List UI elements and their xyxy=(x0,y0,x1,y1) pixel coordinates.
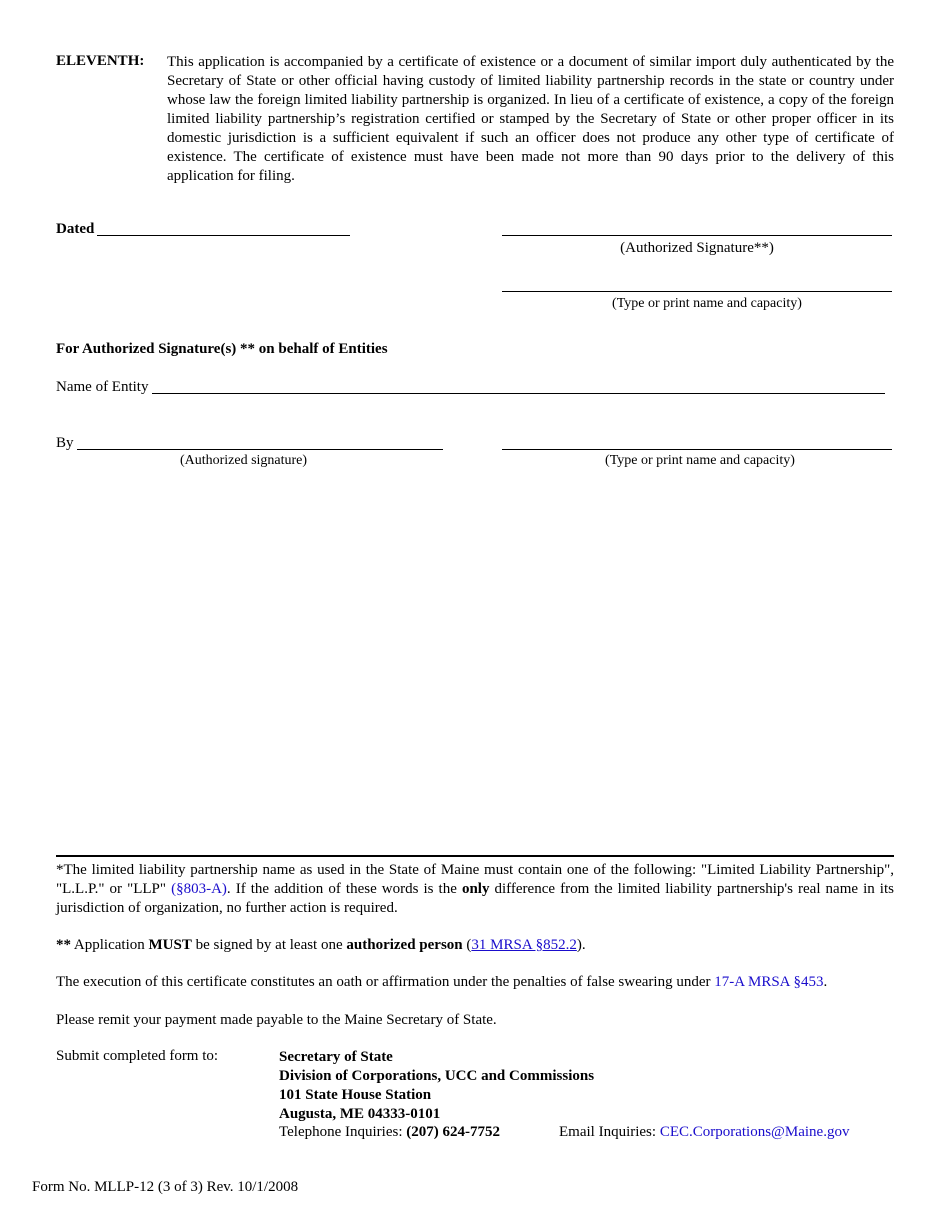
type-print-name-line[interactable] xyxy=(502,291,892,292)
oath-end: . xyxy=(823,974,828,990)
footnote2-part2: be signed by at least one xyxy=(191,937,347,953)
authorized-signature-caption: (Authorized Signature**) xyxy=(620,240,774,256)
by-label: By xyxy=(56,435,74,451)
by-type-print-caption: (Type or print name and capacity) xyxy=(605,453,795,468)
address-line3: 101 State House Station xyxy=(279,1087,432,1103)
telephone-inquiries xyxy=(279,1124,500,1141)
oath-part1: The execution of this certificate constitutes an oath or affirmation under the penalties of false swearing under xyxy=(56,974,715,990)
type-print-name-caption: (Type or print name and capacity) xyxy=(612,296,802,311)
remit-text: Please remit your payment made payable to the Maine Secretary of State. xyxy=(56,1012,497,1028)
footnote2-part1: Application xyxy=(71,937,149,953)
name-of-entity-field[interactable] xyxy=(152,393,885,394)
eleventh-text: This application is accompanied by a certificate of existence or a document of similar import duly authenticated by the Secretary of State or other official having custody of limited liability partnership records in the state or country under whose law the foreign limited liability partnership is organized. In lieu of a certificate of existence, a copy of the foreign limited liability partnership’s registration certified or stamped by the Secretary of State or other proper officer in its domestic jurisdiction is a sufficient equivalent if such an officer does not produce any other type of certificate of existence. The certificate of existence must have been made not more than 90 days prior to the delivery of this application for filing. xyxy=(167,54,894,184)
submit-address xyxy=(279,1048,594,1124)
email-inquiries xyxy=(559,1124,849,1141)
link-31-mrsa[interactable]: 31 MRSA §852.2 xyxy=(471,937,577,953)
address-line4: Augusta, ME 04333-0101 xyxy=(279,1106,441,1122)
authorized-signature-line[interactable] xyxy=(502,235,892,236)
dated-label: Dated xyxy=(56,221,95,237)
footnote2-stars: ** xyxy=(56,937,71,953)
by-type-print-line[interactable] xyxy=(502,449,892,450)
by-signature-line[interactable] xyxy=(77,449,443,450)
entities-heading: For Authorized Signature(s) ** on behalf of Entities xyxy=(56,341,388,357)
eleventh-label: ELEVENTH: xyxy=(56,53,145,69)
footnote-divider xyxy=(56,855,894,857)
footnote1-part2: . If the addition of these words is the xyxy=(226,881,462,897)
phone-number: (207) 624-7752 xyxy=(406,1124,500,1140)
by-authorized-caption: (Authorized signature) xyxy=(179,453,308,468)
address-line1: Secretary of State xyxy=(279,1049,393,1065)
footnote-name-requirement xyxy=(56,861,894,918)
footnote2-person: authorized person xyxy=(346,937,463,953)
submit-label: Submit completed form to: xyxy=(56,1048,219,1064)
footnote-authorized-person xyxy=(56,936,894,955)
oath-text xyxy=(56,973,894,992)
name-of-entity-label: Name of Entity xyxy=(56,379,149,395)
email-link[interactable]: CEC.Corporations@Maine.gov xyxy=(659,1124,850,1140)
address-line2: Division of Corporations, UCC and Commissions xyxy=(279,1068,595,1084)
footnote1-part3: difference from the limited liability partnership's real name in its jurisdiction of organization, no further action is required. xyxy=(56,881,894,916)
dated-field[interactable] xyxy=(97,235,350,236)
link-17a-mrsa[interactable]: 17-A MRSA §453 xyxy=(714,974,824,990)
footnote1-bold: only xyxy=(461,881,490,897)
footnote2-part3: ( xyxy=(462,937,472,953)
form-number: Form No. MLLP-12 (3 of 3) Rev. 10/1/2008 xyxy=(32,1179,299,1195)
link-803a[interactable]: (§803-A) xyxy=(171,881,227,897)
email-label: Email Inquiries: xyxy=(559,1124,660,1140)
footnote2-part4: ). xyxy=(576,937,586,953)
phone-label: Telephone Inquiries: xyxy=(279,1124,407,1140)
footnote2-must: MUST xyxy=(148,937,192,953)
footnote1-part1: *The limited liability partnership name as used in the State of Maine must contain one of the following: "Limited Liability Partnership", "L.L.P." or "LLP" xyxy=(56,862,894,897)
